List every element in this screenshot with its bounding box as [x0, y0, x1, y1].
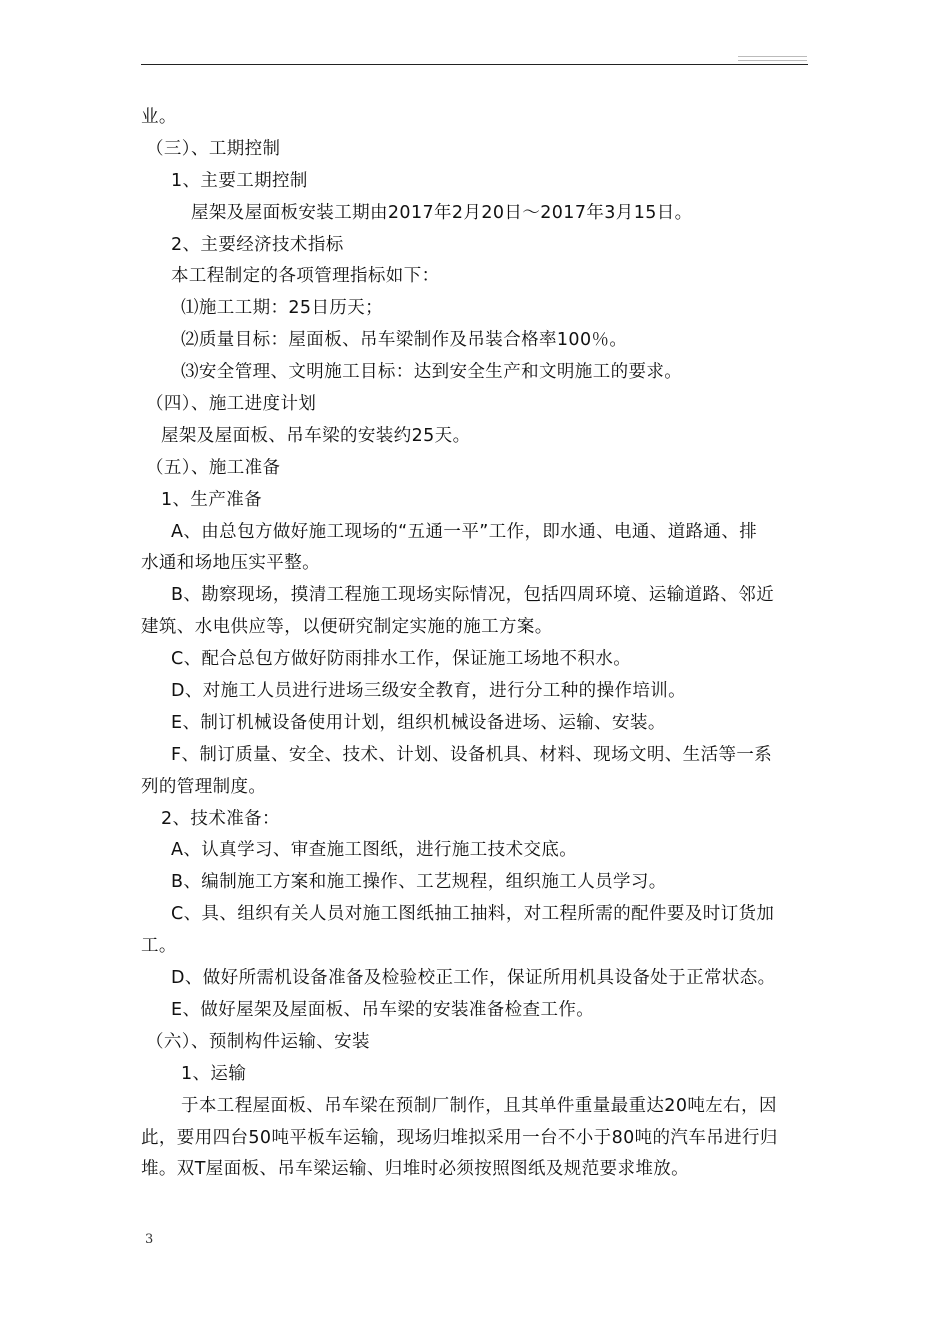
text-line: （六）、预制构件运输、安装	[146, 1031, 370, 1052]
text-line: 列的管理制度。	[141, 776, 267, 797]
page-number: 3	[145, 1232, 154, 1247]
text-line: D、做好所需机设备准备及检验校正工作，保证所用机具设备处于正常状态。	[171, 968, 776, 989]
text-line: 1、运输	[181, 1063, 247, 1084]
text-line: （五）、施工准备	[146, 457, 281, 478]
text-line: D、对施工人员进行进场三级安全教育，进行分工种的操作培训。	[171, 681, 687, 702]
text-line: 此，要用四台50吨平板车运输，现场归堆拟采用一台不小于80吨的汽车吊进行归	[141, 1127, 778, 1148]
text-line: （四）、施工进度计划	[146, 394, 317, 415]
text-line: 屋架及屋面板安装工期由2017年2月20日～2017年3月15日。	[191, 202, 693, 223]
text-line: 本工程制定的各项管理指标如下：	[171, 266, 440, 287]
header-rule	[141, 64, 808, 65]
document-body	[141, 102, 813, 1186]
text-line: C、具、组织有关人员对施工图纸抽工抽料，对工程所需的配件要及时订货加	[171, 904, 775, 925]
text-line: E、做好屋架及屋面板、吊车梁的安装准备检查工作。	[171, 999, 595, 1020]
text-line: 屋架及屋面板、吊车梁的安装约25天。	[161, 425, 471, 446]
text-line: A、由总包方做好施工现场的“五通一平”工作，即水通、电通、道路通、排	[171, 521, 758, 542]
text-line: 堆。双T屋面板、吊车梁运输、归堆时必须按照图纸及规范要求堆放。	[141, 1159, 690, 1180]
text-line: 1、主要工期控制	[171, 170, 308, 191]
text-line: 1、生产准备	[161, 489, 263, 510]
text-line: （三）、工期控制	[146, 138, 281, 159]
text-line: 工。	[141, 936, 177, 957]
header-mark-line-1	[738, 56, 807, 57]
text-line: ⑵质量目标：屋面板、吊车梁制作及吊装合格率100％。	[181, 330, 628, 351]
text-line: 2、主要经济技术指标	[171, 234, 344, 255]
text-line: F、制订质量、安全、技术、计划、设备机具、材料、现场文明、生活等一系	[171, 744, 773, 765]
text-line: E、制订机械设备使用计划，组织机械设备进场、运输、安装。	[171, 712, 666, 733]
text-line: 建筑、水电供应等，以便研究制定实施的施工方案。	[141, 617, 553, 638]
text-line: 2、技术准备：	[161, 808, 280, 829]
text-line: A、认真学习、审查施工图纸，进行施工技术交底。	[171, 840, 578, 861]
text-line: ⑶安全管理、文明施工目标：达到安全生产和文明施工的要求。	[181, 362, 683, 383]
text-line: B、编制施工方案和施工操作、工艺规程，组织施工人员学习。	[171, 872, 667, 893]
text-line: ⑴施工工期：25日历天；	[181, 298, 384, 319]
header-mark-line-2	[738, 60, 807, 61]
text-line: 水通和场地压实平整。	[141, 553, 320, 574]
text-line: 于本工程屋面板、吊车梁在预制厂制作，且其单件重量最重达20吨左右，因	[181, 1095, 777, 1116]
text-line: 业。	[141, 107, 177, 127]
text-line: C、配合总包方做好防雨排水工作，保证施工场地不积水。	[171, 649, 632, 670]
text-line: B、勘察现场，摸清工程施工现场实际情况，包括四周环境、运输道路、邻近	[171, 585, 775, 606]
